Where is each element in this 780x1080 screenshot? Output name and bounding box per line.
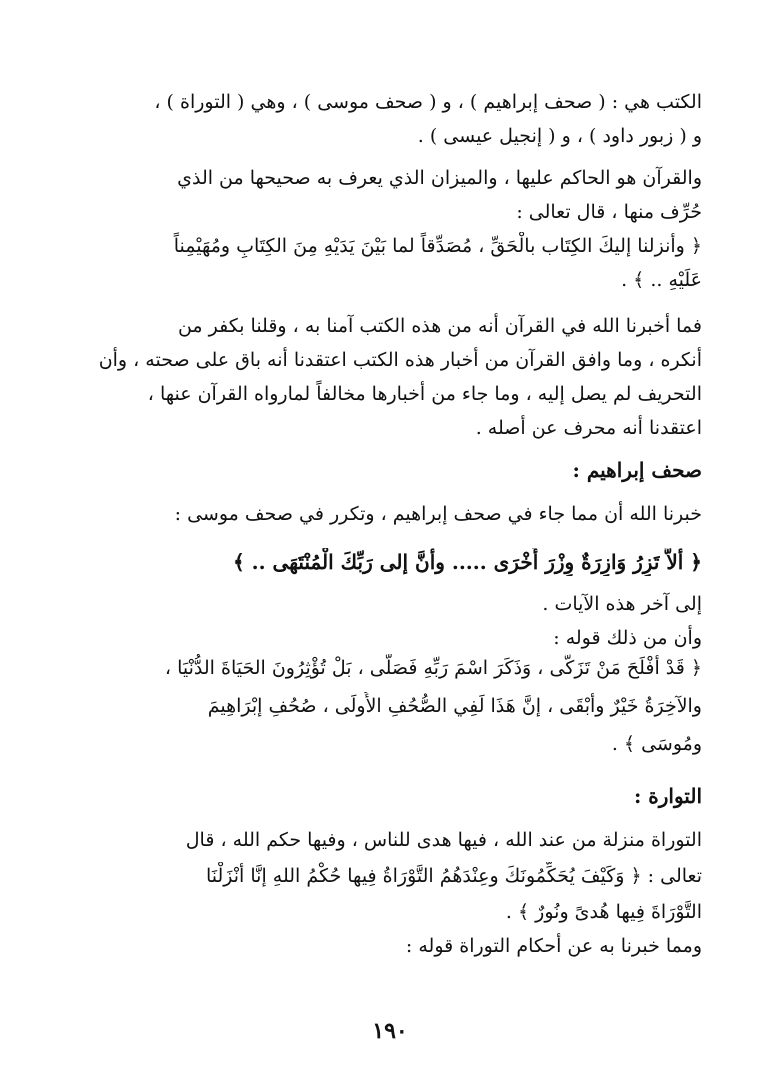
section-heading-torah: التوارة : xyxy=(633,784,702,808)
verse-line-8: التَّوْرَاةَ فِيها هُدىً ونُورٌ ﴾ . xyxy=(505,901,702,923)
text-line-11: وأن من ذلك قوله : xyxy=(553,627,702,649)
verse-line-1: ﴿ وأنزلنا إليكَ الكِتَاب بالْحَقِّ ، مُصَدِّقاً لما بَيْنَ يَدَيْهِ مِنَ الكِتَابِ ومُهَيْمِناً xyxy=(173,235,702,257)
text-line-12: التوراة منزلة من عند الله ، فيها هدى للناس ، وفيها حكم الله ، قال xyxy=(185,829,702,851)
text-line-2: و ( زبور داود ) ، و ( إنجيل عيسى ) . xyxy=(417,125,702,147)
text-line-7: التحريف لم يصل إليه ، وما جاء من أخبارها مخالفاً لمارواه القرآن عنها ، xyxy=(147,383,702,405)
verse-line-2: عَلَيْهِ .. ﴾ . xyxy=(621,269,702,291)
text-line-4: حُرِّف منها ، قال تعالى : xyxy=(516,201,702,223)
verse-line-6: ومُوسَى ﴾ . xyxy=(611,733,702,755)
verse-line-4: ﴿ قَدْ أفْلَحَ مَنْ تَزَكَّى ، وَذَكَرَ اسْمَ رَبِّهِ فَصَلَّى ، بَلْ تُؤْثِرُونَ الحَيَاةَ الدُّنْيَا ، xyxy=(164,657,702,679)
text-line-6: أنكره ، وما وافق القرآن من أخبار هذه الكتب اعتقدنا أنه باق على صحته ، وأن xyxy=(98,349,702,371)
text-line-3: والقرآن هو الحاكم عليها ، والميزان الذي يعرف به صحيحها من الذي xyxy=(177,167,702,189)
text-line-1: الكتب هي : ( صحف إبراهيم ) ، و ( صحف موسى ) ، وهي ( التوراة ) ، xyxy=(154,91,702,113)
text-line-8: اعتقدنا أنه محرف عن أصله . xyxy=(475,417,702,439)
page-number: ١٩٠ xyxy=(372,1018,408,1044)
verse-line-5: والآخِرَةُ خَيْرٌ وأبْقَى ، إنَّ هَذَا لَفِي الصُّحُفِ الأُولَى ، صُحُفِ إبْرَاهِيمَ xyxy=(207,695,702,717)
text-line-9: خبرنا الله أن مما جاء في صحف إبراهيم ، وتكرر في صحف موسى : xyxy=(174,503,702,525)
verse-line-3: ﴿ ألاَّ تَزِرُ وَازِرَةٌ وِزْرَ أُخْرَى ..... وأنَّ إلى رَبِّكَ الْمُنْتَهَى .. ﴾ xyxy=(232,550,702,574)
text-line-10: إلى آخر هذه الآيات . xyxy=(542,593,702,615)
text-line-13: ومما خبرنا به عن أحكام التوراة قوله : xyxy=(405,935,702,957)
section-heading-ibrahim: صحف إبراهيم : xyxy=(572,458,702,482)
text-line-5: فما أخبرنا الله في القرآن أنه من هذه الكتب آمنا به ، وقلنا بكفر من xyxy=(177,315,702,337)
verse-line-7: تعالى : ﴿ وَكَيْفَ يُحَكِّمُونَكَ وعِنْدَهُمُ التَّوْرَاةُ فِيها حُكْمُ اللهِ إنَّا أنْزَلْنَا xyxy=(205,865,702,887)
